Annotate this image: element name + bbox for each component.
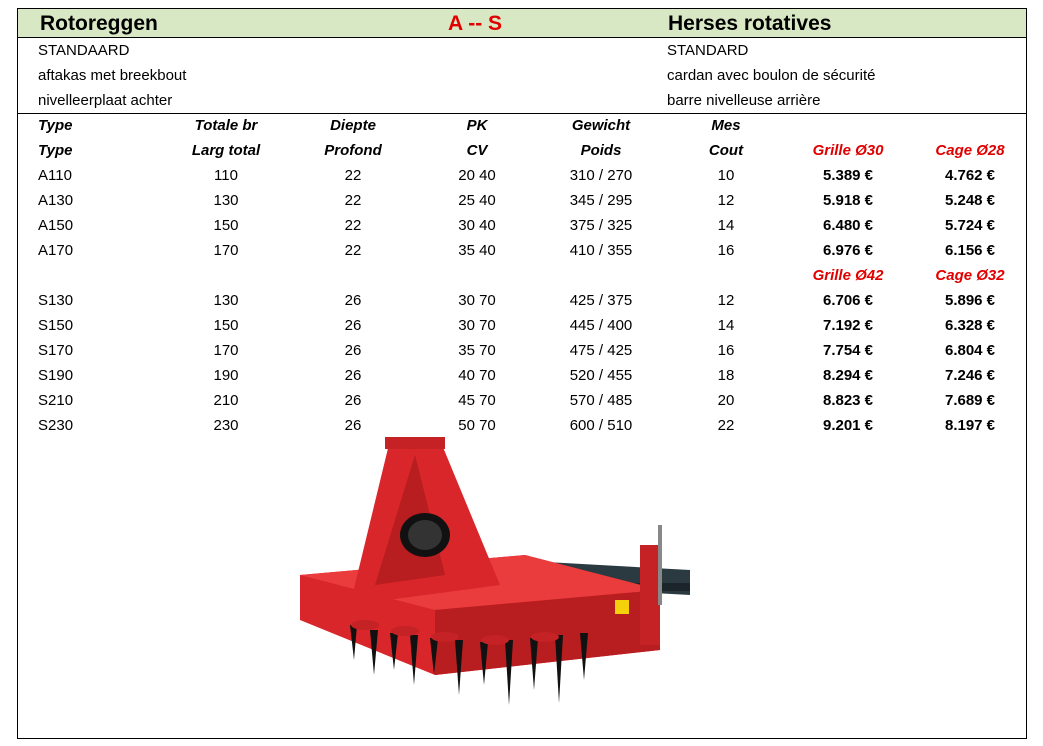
column-header: Diepte bbox=[330, 117, 376, 134]
table-cell: 22 bbox=[717, 417, 735, 434]
column-header: Gewicht bbox=[571, 117, 631, 134]
table-cell: 475 / 425 bbox=[569, 342, 633, 359]
table-cell: S190 bbox=[38, 367, 74, 384]
table-cell: 170 bbox=[213, 242, 239, 259]
column-header: Larg total bbox=[191, 142, 261, 159]
standard-nl-2: aftakas met breekbout bbox=[38, 67, 187, 84]
table-cell: 150 bbox=[213, 217, 239, 234]
table-cell: 40 70 bbox=[458, 367, 496, 384]
table-cell: 130 bbox=[213, 292, 239, 309]
rotary-harrow-machine-image bbox=[295, 435, 695, 725]
table-cell: 6.156 € bbox=[944, 242, 996, 259]
table-cell: 6.976 € bbox=[822, 242, 874, 259]
standard-nl-3: nivelleerplaat achter bbox=[38, 92, 173, 109]
column-header: Grille Ø30 bbox=[812, 142, 884, 159]
column-header: Mes bbox=[711, 117, 741, 134]
table-cell: 310 / 270 bbox=[569, 167, 633, 184]
table-cell: S150 bbox=[38, 317, 74, 334]
table-cell: 26 bbox=[344, 342, 362, 359]
table-cell: 22 bbox=[344, 242, 362, 259]
table-cell: 570 / 485 bbox=[569, 392, 633, 409]
table-cell: A150 bbox=[38, 217, 74, 234]
title-bar bbox=[17, 8, 1027, 38]
column-header: Grille Ø42 bbox=[812, 267, 884, 284]
table-cell: 26 bbox=[344, 317, 362, 334]
table-cell: A110 bbox=[38, 167, 72, 184]
table-cell: 5.248 € bbox=[944, 192, 996, 209]
table-cell: 8.197 € bbox=[944, 417, 996, 434]
table-cell: 6.706 € bbox=[822, 292, 874, 309]
table-cell: 20 40 bbox=[458, 167, 496, 184]
table-cell: 14 bbox=[717, 217, 735, 234]
title-french: Herses rotatives bbox=[668, 12, 832, 35]
column-header: Cout bbox=[708, 142, 744, 159]
table-cell: 12 bbox=[717, 192, 735, 209]
table-cell: 30 70 bbox=[458, 292, 496, 309]
table-cell: 170 bbox=[213, 342, 239, 359]
table-cell: 45 70 bbox=[458, 392, 496, 409]
table-cell: 6.804 € bbox=[944, 342, 996, 359]
table-cell: 6.480 € bbox=[822, 217, 874, 234]
table-cell: 445 / 400 bbox=[569, 317, 633, 334]
table-cell: 30 40 bbox=[458, 217, 496, 234]
table-cell: 520 / 455 bbox=[569, 367, 633, 384]
column-header: PK bbox=[466, 117, 488, 134]
table-cell: 425 / 375 bbox=[569, 292, 633, 309]
table-cell: 5.389 € bbox=[822, 167, 874, 184]
column-header: Type bbox=[38, 142, 73, 159]
table-cell: 26 bbox=[344, 292, 362, 309]
table-cell: 190 bbox=[213, 367, 239, 384]
table-cell: 12 bbox=[717, 292, 735, 309]
table-cell: 375 / 325 bbox=[569, 217, 633, 234]
table-cell: 600 / 510 bbox=[569, 417, 633, 434]
table-cell: 22 bbox=[344, 192, 362, 209]
column-header: CV bbox=[466, 142, 488, 159]
table-cell: 10 bbox=[717, 167, 735, 184]
table-cell: 25 40 bbox=[458, 192, 496, 209]
table-cell: 26 bbox=[344, 392, 362, 409]
table-cell: 7.246 € bbox=[944, 367, 996, 384]
column-header: Profond bbox=[324, 142, 382, 159]
table-cell: 7.754 € bbox=[822, 342, 874, 359]
divider bbox=[17, 113, 1027, 114]
table-cell: 6.328 € bbox=[944, 317, 996, 334]
table-cell: 210 bbox=[213, 392, 239, 409]
table-cell: 7.192 € bbox=[822, 317, 874, 334]
table-cell: 16 bbox=[717, 342, 735, 359]
table-cell: 50 70 bbox=[458, 417, 496, 434]
column-header: Cage Ø28 bbox=[935, 142, 1005, 159]
table-cell: 9.201 € bbox=[822, 417, 874, 434]
table-cell: 16 bbox=[717, 242, 735, 259]
table-cell: 35 40 bbox=[458, 242, 496, 259]
table-cell: S170 bbox=[38, 342, 74, 359]
table-cell: S210 bbox=[38, 392, 74, 409]
table-cell: 7.689 € bbox=[944, 392, 996, 409]
table-cell: 230 bbox=[213, 417, 239, 434]
table-cell: 5.724 € bbox=[944, 217, 996, 234]
table-cell: A130 bbox=[38, 192, 74, 209]
title-dutch: Rotoreggen bbox=[40, 12, 158, 35]
table-cell: 4.762 € bbox=[944, 167, 996, 184]
standard-fr-2: cardan avec boulon de sécurité bbox=[667, 67, 876, 84]
table-cell: S230 bbox=[38, 417, 74, 434]
table-cell: 22 bbox=[344, 217, 362, 234]
table-cell: 18 bbox=[717, 367, 735, 384]
standard-fr-3: barre nivelleuse arrière bbox=[667, 92, 821, 109]
column-header: Cage Ø32 bbox=[935, 267, 1005, 284]
column-header: Totale br bbox=[194, 117, 258, 134]
table-cell: 14 bbox=[717, 317, 735, 334]
table-cell: 110 bbox=[214, 167, 238, 184]
column-header: Type bbox=[38, 117, 73, 134]
table-cell: S130 bbox=[38, 292, 74, 309]
table-cell: 150 bbox=[213, 317, 239, 334]
table-cell: 130 bbox=[213, 192, 239, 209]
table-cell: 5.896 € bbox=[944, 292, 996, 309]
table-cell: 5.918 € bbox=[822, 192, 874, 209]
table-cell: 22 bbox=[344, 167, 362, 184]
table-cell: 30 70 bbox=[458, 317, 496, 334]
table-cell: 8.294 € bbox=[822, 367, 874, 384]
series-label: A -- S bbox=[448, 12, 503, 35]
table-cell: 345 / 295 bbox=[569, 192, 633, 209]
table-cell: 8.823 € bbox=[822, 392, 874, 409]
table-cell: 410 / 355 bbox=[569, 242, 633, 259]
table-cell: 26 bbox=[344, 417, 362, 434]
table-cell: A170 bbox=[38, 242, 74, 259]
table-cell: 20 bbox=[717, 392, 735, 409]
standard-fr-1: STANDARD bbox=[667, 42, 749, 59]
standard-nl-1: STANDAARD bbox=[38, 42, 130, 59]
table-cell: 35 70 bbox=[458, 342, 496, 359]
table-cell: 26 bbox=[344, 367, 362, 384]
column-header: Poids bbox=[580, 142, 622, 159]
